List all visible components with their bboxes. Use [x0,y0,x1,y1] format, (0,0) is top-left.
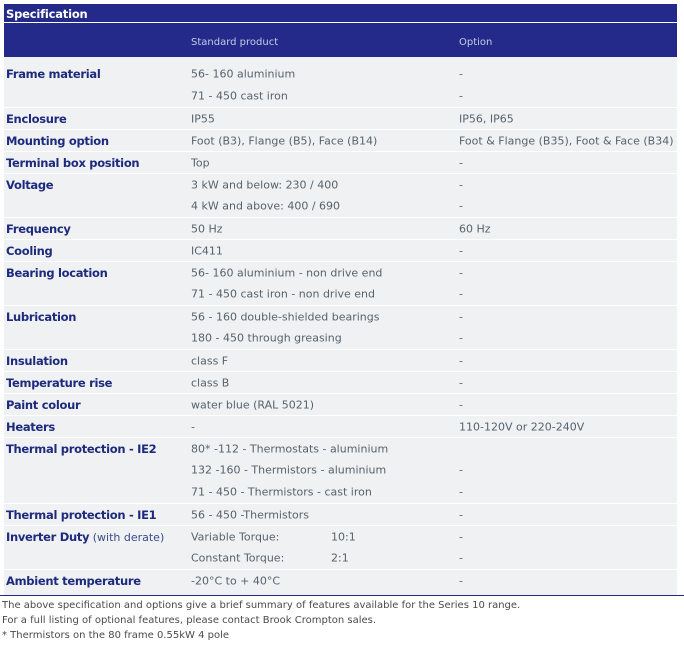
row-label [6,134,109,148]
table-header [4,4,677,57]
row-label [6,310,76,324]
footer-divider [0,595,684,596]
standard-value: water blue (RAL 5021) [191,398,315,412]
option-value: - [459,485,463,499]
option-value: - [459,463,463,477]
row-label [6,420,55,434]
column-header-standard: Standard product [191,37,279,48]
standard-value: 3 kW and below: 230 / 400 [191,178,339,192]
table-row [4,129,677,152]
standard-value: 71 - 450 - Thermistors - cast iron [191,485,372,499]
row-label [6,67,101,81]
table-row [4,327,677,349]
row-label-text: Thermal protection - IE1 [6,508,157,522]
option-value: - [459,67,463,81]
row-label [6,266,108,280]
option-value: IP56, IP65 [459,112,514,126]
table-row [4,151,677,174]
row-label [6,530,164,544]
standard-value: -20°C to + 40°C [191,574,281,588]
standard-value: 56- 160 aluminium [191,67,296,81]
row-label [6,178,53,192]
row-label-text: Frame material [6,67,101,81]
standard-value: - [191,420,195,434]
row-label-text: Insulation [6,354,68,368]
option-value: - [459,266,463,280]
option-value: Foot & Flange (B35), Foot & Face (B34) [459,134,674,148]
standard-value: IC411 [191,244,223,258]
table-row [4,283,677,305]
row-label-text: Bearing location [6,266,108,280]
row-label [6,354,68,368]
option-value: - [459,310,463,324]
table-row [4,415,677,438]
header-divider [4,22,677,23]
table-row [4,85,677,107]
standard-value: 56 - 450 -Thermistors [191,508,309,522]
row-label-text: Heaters [6,420,55,434]
standard-value: Variable Torque: [191,530,280,544]
standard-value: IP55 [191,112,215,126]
table-row [4,173,677,196]
standard-value: 71 - 450 cast iron [191,89,288,103]
row-label [6,442,156,456]
option-value: - [459,398,463,412]
row-label [6,574,141,588]
table-row [4,63,677,85]
table-row [4,349,677,372]
option-value: - [459,89,463,103]
table-row [4,195,677,217]
standard-value: 56- 160 aluminium - non drive end [191,266,383,280]
footnotes [2,598,520,643]
standard-value: Constant Torque: [191,551,285,565]
table-row [4,239,677,262]
row-label-note: (with derate) [89,531,165,544]
row-label-text: Lubrication [6,310,77,324]
standard-value: class F [191,354,229,368]
row-label [6,156,139,170]
table-title: Specification [6,7,88,21]
row-label [6,376,112,390]
row-label-text: Voltage [6,178,54,192]
row-label [6,222,71,236]
option-value: - [459,508,463,522]
row-label [6,508,156,522]
table-row [4,305,677,328]
option-value: - [459,156,463,170]
table-row [4,459,677,481]
table-row [4,107,677,130]
standard-value: Foot (B3), Flange (B5), Face (B14) [191,134,378,148]
ratio-value: 10:1 [331,530,356,544]
standard-value: 56 - 160 double-shielded bearings [191,310,380,324]
option-value: - [459,287,463,301]
row-label [6,244,52,258]
table-row [4,217,677,240]
option-value: 110-120V or 220-240V [459,420,585,434]
specification-table [4,4,677,595]
row-label-text: Mounting option [6,134,109,148]
table-row [4,547,677,569]
table-row [4,569,677,592]
option-value: - [459,244,463,258]
option-value: - [459,376,463,390]
table-row [4,437,677,460]
row-label-text: Thermal protection - IE2 [6,442,157,456]
option-value: - [459,354,463,368]
table-row [4,481,677,503]
standard-value: Top [191,156,210,170]
footnote-contact: For a full listing of optional features, please contact Brook Crompton sales. [2,615,377,626]
row-label [6,398,80,412]
row-label-text: Cooling [6,244,53,258]
standard-value: class B [191,376,230,390]
ratio-value: 2:1 [331,551,349,565]
standard-value: 50 Hz [191,222,223,236]
option-value: - [459,178,463,192]
standard-value: 4 kW and above: 400 / 690 [191,199,341,213]
footnote-thermistors: * Thermistors on the 80 frame 0.55kW 4 pole [2,630,230,641]
row-label-text: Frequency [6,222,71,236]
row-label-text: Inverter Duty [6,530,90,544]
standard-value: 71 - 450 cast iron - non drive end [191,287,376,301]
table-row [4,503,677,526]
table-row [4,525,677,548]
option-value: 60 Hz [459,222,491,236]
table-body [4,57,677,595]
standard-value: 80* -112 - Thermostats - aluminium [191,442,389,456]
column-header-option: Option [459,37,493,48]
row-label-text: Enclosure [6,112,67,126]
row-label [6,112,67,126]
table-row [4,261,677,284]
option-value: - [459,574,463,588]
option-value: - [459,331,463,345]
row-label-text: Terminal box position [6,156,140,170]
standard-value: 180 - 450 through greasing [191,331,342,345]
row-label-text: Ambient temperature [6,574,141,588]
row-label-text: Temperature rise [6,376,113,390]
option-value: - [459,199,463,213]
row-label-text: Paint colour [6,398,81,412]
option-value: - [459,551,463,565]
footnote-summary: The above specification and options give a brief summary of features available for the Series 10 range. [2,600,521,611]
option-value: - [459,530,463,544]
table-row [4,393,677,416]
table-row [4,371,677,394]
standard-value: 132 -160 - Thermistors - aluminium [191,463,387,477]
